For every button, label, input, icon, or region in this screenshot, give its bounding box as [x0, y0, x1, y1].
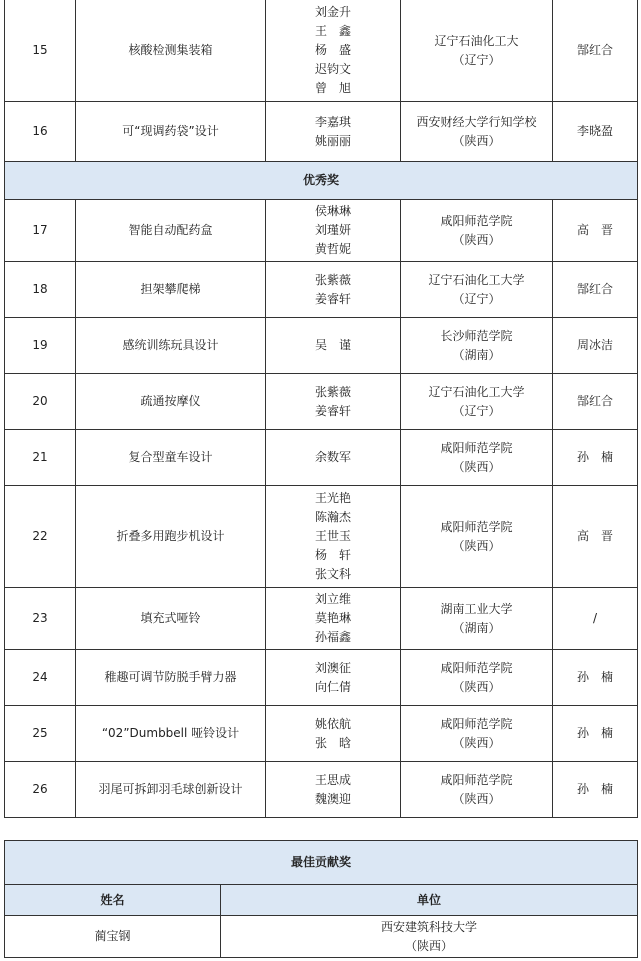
school [401, 706, 553, 762]
project-title [76, 706, 266, 762]
school-line: 咸阳师范学院 [440, 213, 513, 228]
team-members [266, 430, 401, 486]
advisor [553, 650, 638, 706]
team-members [266, 318, 401, 374]
table-row [5, 486, 638, 588]
project-title-line: 核酸检测集装箱 [128, 43, 213, 57]
school-line: （陕西） [452, 538, 501, 553]
team-members-line: 刘立维 [314, 592, 351, 606]
project-title-line: 疏通按摩仪 [140, 394, 201, 408]
advisor [553, 486, 638, 588]
contribution-title: 最佳贡献奖 [5, 841, 638, 885]
advisor [553, 762, 638, 818]
row-number [5, 374, 76, 430]
row-number [5, 200, 76, 262]
school [401, 650, 553, 706]
row-number-line: 21 [32, 450, 48, 464]
school [401, 374, 553, 430]
team-members [266, 588, 401, 650]
team-members-line: 向仁倩 [314, 679, 351, 694]
project-title [76, 200, 266, 262]
project-title [76, 102, 266, 162]
team-members-line: 姚依航 [314, 716, 351, 731]
table-row [5, 200, 638, 262]
team-members-line: 王 鑫 [314, 24, 351, 38]
school-line: （湖南） [452, 620, 501, 635]
project-title [76, 650, 266, 706]
team-members-line: 王思成 [314, 772, 351, 787]
project-title-line: 智能自动配药盒 [128, 223, 213, 237]
school-line: 咸阳师范学院 [440, 440, 513, 455]
person-unit [221, 916, 638, 958]
project-title [76, 318, 266, 374]
person-unit-line: （陕西） [405, 938, 454, 953]
team-members [266, 486, 401, 588]
team-members-line: 莫艳琳 [314, 611, 351, 625]
advisor-line: 郜红合 [576, 43, 613, 57]
person-name-line: 蔺宝钢 [94, 929, 131, 943]
school [401, 762, 553, 818]
project-title-line: 填充式哑铃 [140, 611, 201, 625]
project-title-line: 稚趣可调节防脱手臂力器 [104, 670, 237, 684]
advisor [553, 318, 638, 374]
school-line: 咸阳师范学院 [440, 716, 513, 731]
school-line: （辽宁） [452, 52, 501, 67]
team-members-line: 刘瑾妍 [314, 223, 351, 237]
table-row [5, 262, 638, 318]
team-members-line: 张紫薇 [314, 384, 351, 399]
school [401, 486, 553, 588]
school-line: 咸阳师范学院 [440, 772, 513, 787]
advisor-line: / [592, 611, 598, 625]
advisor-line: 李晓盈 [576, 124, 613, 138]
table-row [5, 0, 638, 102]
awards-table [4, 0, 638, 818]
table-row [5, 102, 638, 162]
team-members-line: 杨 轩 [314, 548, 351, 562]
section-header-excellence-award: 优秀奖 [5, 162, 638, 200]
team-members-line: 杨 盛 [314, 43, 351, 57]
header-unit: 单位 [221, 885, 638, 916]
school-line: 西安财经大学行知学校 [416, 114, 537, 129]
project-title [76, 0, 266, 102]
row-number-line: 15 [32, 43, 48, 57]
table-row [5, 430, 638, 486]
team-members-line: 孙福鑫 [314, 630, 351, 644]
team-members-line: 刘澳征 [314, 660, 351, 675]
advisor [553, 200, 638, 262]
team-members [266, 262, 401, 318]
header-name: 姓名 [5, 885, 221, 916]
school [401, 200, 553, 262]
team-members-line: 吴 谨 [314, 338, 351, 352]
row-number-line: 25 [32, 726, 48, 740]
team-members-line: 迟钧文 [314, 62, 351, 76]
team-members [266, 102, 401, 162]
project-title [76, 588, 266, 650]
school [401, 102, 553, 162]
advisor [553, 430, 638, 486]
team-members [266, 762, 401, 818]
advisor [553, 102, 638, 162]
advisor [553, 374, 638, 430]
team-members-line: 姜睿轩 [314, 291, 351, 306]
team-members-line: 李嘉琪 [314, 114, 351, 129]
project-title [76, 762, 266, 818]
team-members-line: 刘金升 [314, 5, 351, 19]
row-number-line: 22 [32, 529, 48, 543]
project-title-line: 羽尾可拆卸羽毛球创新设计 [98, 782, 243, 796]
person-name [5, 916, 221, 958]
row-number-line: 19 [32, 338, 48, 352]
school-line: 咸阳师范学院 [440, 519, 513, 534]
school-line: 辽宁石油化工大学 [428, 384, 525, 399]
table-row [5, 374, 638, 430]
row-number-line: 23 [32, 611, 48, 625]
row-number [5, 318, 76, 374]
school [401, 262, 553, 318]
row-number [5, 588, 76, 650]
school-line: 辽宁石油化工大 [434, 33, 519, 48]
advisor-line: 高 晋 [576, 529, 613, 543]
row-number-line: 16 [32, 124, 48, 138]
school [401, 318, 553, 374]
school [401, 588, 553, 650]
table-row [5, 762, 638, 818]
team-members-line: 姚丽丽 [314, 133, 351, 148]
advisor-line: 孙 楠 [576, 670, 613, 684]
team-members-line: 王世玉 [314, 529, 351, 543]
school-line: （陕西） [452, 232, 501, 247]
table-row [5, 916, 638, 958]
advisor-line: 孙 楠 [576, 782, 613, 796]
project-title-line: “02”Dumbbell 哑铃设计 [101, 726, 240, 740]
row-number [5, 486, 76, 588]
school-line: （湖南） [452, 347, 501, 362]
row-number [5, 102, 76, 162]
school-line: （陕西） [452, 679, 501, 694]
row-number-line: 24 [32, 670, 48, 684]
team-members-line: 魏澳迎 [314, 791, 351, 806]
school-line: （辽宁） [452, 291, 501, 306]
table-row [5, 650, 638, 706]
team-members-line: 王光艳 [314, 491, 351, 505]
team-members-line: 黄哲妮 [314, 242, 351, 256]
table-row [5, 706, 638, 762]
team-members-line: 张紫薇 [314, 272, 351, 287]
row-number-line: 17 [32, 223, 48, 237]
school-line: （辽宁） [452, 403, 501, 418]
team-members [266, 374, 401, 430]
team-members-line: 侯琳琳 [314, 204, 351, 218]
advisor-line: 孙 楠 [576, 450, 613, 464]
team-members [266, 650, 401, 706]
school-line: 咸阳师范学院 [440, 660, 513, 675]
project-title-line: 复合型童车设计 [128, 450, 213, 464]
team-members [266, 0, 401, 102]
row-number-line: 18 [32, 282, 48, 296]
school-line: 辽宁石油化工大学 [428, 272, 525, 287]
advisor-line: 郜红合 [576, 282, 613, 296]
table-row [5, 318, 638, 374]
row-number [5, 650, 76, 706]
school [401, 430, 553, 486]
advisor-line: 高 晋 [576, 223, 613, 237]
team-members [266, 706, 401, 762]
school-line: 长沙师范学院 [440, 328, 513, 343]
advisor-line: 孙 楠 [576, 726, 613, 740]
advisor [553, 0, 638, 102]
team-members-line: 张文科 [314, 567, 351, 581]
school-line: （陕西） [452, 133, 501, 148]
school-line: （陕西） [452, 735, 501, 750]
team-members-line: 余数军 [314, 450, 351, 464]
row-number [5, 0, 76, 102]
advisor [553, 706, 638, 762]
person-unit-line: 西安建筑科技大学 [381, 919, 478, 934]
project-title-line: 担架攀爬梯 [140, 282, 201, 296]
project-title [76, 262, 266, 318]
advisor-line: 周冰洁 [576, 338, 613, 352]
project-title [76, 486, 266, 588]
row-number-line: 20 [32, 394, 48, 408]
advisor [553, 262, 638, 318]
row-number [5, 430, 76, 486]
school [401, 0, 553, 102]
team-members-line: 张 晗 [314, 735, 351, 750]
school-line: （陕西） [452, 791, 501, 806]
table-row [5, 588, 638, 650]
team-members-line: 曾 旭 [314, 81, 351, 95]
project-title-line: 可“现调药袋”设计 [122, 124, 219, 138]
project-title [76, 374, 266, 430]
best-contribution-table [4, 840, 638, 958]
advisor-line: 郜红合 [576, 394, 613, 408]
team-members-line: 陈瀚杰 [314, 510, 351, 524]
team-members [266, 200, 401, 262]
school-line: （陕西） [452, 459, 501, 474]
row-number [5, 706, 76, 762]
advisor [553, 588, 638, 650]
project-title [76, 430, 266, 486]
row-number-line: 26 [32, 782, 48, 796]
row-number [5, 262, 76, 318]
project-title-line: 感统训练玩具设计 [122, 338, 219, 352]
school-line: 湖南工业大学 [440, 601, 513, 616]
project-title-line: 折叠多用跑步机设计 [116, 529, 225, 543]
row-number [5, 762, 76, 818]
team-members-line: 姜睿轩 [314, 403, 351, 418]
